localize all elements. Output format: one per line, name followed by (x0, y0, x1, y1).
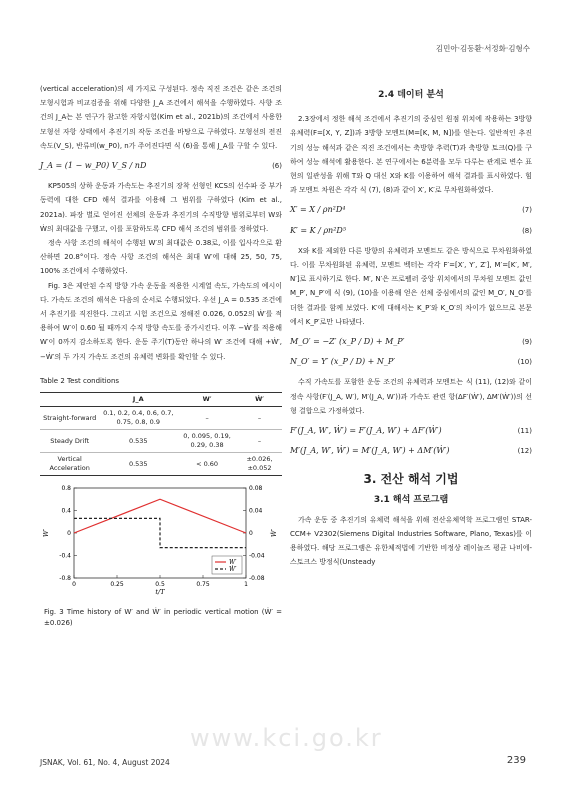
left-paragraph-2: KP505의 상하 운동과 가속도는 추진기의 장착 선형인 KCS의 선수파 중 부가동력에 대한 CFD 해석 결과를 이용해 그 범위를 구하였다 (Kim et al., 2021a). 파장 별로 얻어진 선체의 운동과 추진기의 수직방향 범위로부터 W와 Ẇ의 최대값을 구했고, 이를 포함하도록 CFD 해석 조건의 범위를 정하였다. (40, 182, 282, 233)
table-cell: < 0.60 (196, 459, 219, 468)
table-cell: ±0.026, ±0.052 (246, 455, 273, 473)
equation-7-number: (7) (522, 206, 532, 215)
table-cell: 0.535 (128, 459, 148, 468)
table-cell: 0.535 (128, 436, 148, 445)
equation-8-number: (8) (522, 226, 532, 235)
y-right-tick-label: -0.04 (249, 552, 265, 560)
equation-11 (290, 424, 532, 438)
equation-6-body: J_A = (1 − w_P0) V_S / nD (40, 161, 147, 171)
left-paragraph-3: 정속 사항 조건의 해석이 수행된 W′의 최대값은 0.38로, 이를 입사각으로 환산하면 20.8°이다. 정속 사항 조건의 해석은 최대 W′에 대해 25, 50, 75, 100% 조건에서 수행하였다. (40, 239, 282, 276)
table-row (40, 407, 282, 430)
table-cell: Steady Drift (50, 436, 90, 445)
equation-9 (290, 335, 532, 349)
figure-caption: Fig. 3 Time history of W′ and Ẇ′ in periodic vertical motion (Ẇ′ = ±0.026) (44, 608, 282, 628)
equation-12 (290, 444, 532, 458)
equation-7 (290, 203, 532, 217)
table-header-cell: J_A (132, 395, 144, 404)
page-number: 239 (506, 755, 526, 766)
y-left-tick-label: 0 (67, 530, 71, 538)
section-3-heading: 3. 전산 해석 기법 (363, 472, 459, 487)
table-cell: – (205, 413, 209, 422)
y-left-tick-label: 0.8 (61, 485, 71, 493)
y-right-tick-label: 0.08 (249, 485, 263, 493)
table-row (40, 430, 282, 453)
right-paragraph-4: 가속 운동 중 추진기의 유체력 해석을 위해 전산유체역학 프로그램인 STAR-CCM+ V2302(Siemens Digital Industries Software, Plano, Texas)를 이용하였다. 해당 프로그램은 유한체적법에 기반한 비정상 레이놀즈 평균 나비에-스토크스 방정식(Unsteady (290, 515, 532, 567)
table-caption: Table 2 Test conditions (40, 376, 120, 385)
equation-8 (290, 224, 532, 238)
y-left-tick-label: -0.8 (59, 575, 71, 583)
right-column (290, 84, 532, 570)
table-cell: Vertical Acceleration (49, 455, 90, 473)
figure-3-chart (40, 482, 282, 600)
equation-7-body: X′ = X / ρn²D⁴ (290, 205, 346, 215)
equation-6-number: (6) (272, 162, 282, 171)
table-header-cell: W′ (202, 395, 212, 404)
section-3-1-heading: 3.1 해석 프로그램 (373, 494, 449, 505)
table-cell: 0.1, 0.2, 0.4, 0.6, 0.7, 0.75, 0.8, 0.9 (103, 409, 174, 427)
x-tick-label: 0 (72, 581, 76, 589)
equation-9-number: (9) (522, 338, 532, 347)
y-right-tick-label: -0.08 (249, 575, 265, 583)
x-tick-label: 0.25 (110, 581, 124, 589)
y-left-axis-label: W′ (42, 528, 50, 538)
section-2-4-heading: 2.4 데이터 분석 (378, 90, 444, 100)
table-row (40, 453, 282, 476)
right-paragraph-2: X와 K를 제외한 다른 방향의 유체력과 모멘트도 같은 방식으로 무차원화하였다. 이를 무차원화된 유체력, 모멘트 벡터는 각각 F′=[X′, Y′, Z′], M′=[K′, M′, N′]로 표시하기로 한다. M′, N′은 프로펠러 중앙 위치에서의 무차원 모멘트 값인 M_P′, N_P′에 식 (9), (10)을 이용해 얻은 선체 중심에서의 값인 M_O′, N_O′를 더한 결과를 함께 보였다. K′에 대해서는 K_P′와 K_O′의 차이가 없으므로 본문에서 K_P′로만 나타냈다. (290, 246, 532, 326)
legend-box (212, 556, 242, 574)
equation-12-body: M′(J_A, W′, Ẇ′) = M′(J_A, W′) + ΔM′(Ẇ′) (290, 446, 450, 456)
equation-11-number: (11) (517, 427, 532, 436)
running-header-authors: 김민아·김동환·서정화·김형수 (435, 44, 530, 53)
table-header-cell: Ẇ′ (255, 395, 264, 404)
legend-label: W′ (229, 559, 237, 567)
watermark: www.kci.go.kr (190, 724, 383, 752)
y-right-axis-label: Ẇ′ (270, 528, 278, 538)
table-header-cell (40, 393, 99, 407)
journal-footer: JSNAK, Vol. 61, No. 4, August 2024 (40, 758, 170, 767)
y-left-tick-label: -0.4 (59, 552, 71, 560)
equation-6 (40, 159, 282, 173)
x-tick-label: 1 (244, 581, 248, 589)
y-right-tick-label: 0.04 (249, 507, 263, 515)
y-left-tick-label: 0.4 (61, 507, 71, 515)
table-cell: – (257, 413, 262, 422)
equation-9-body: M_O′ = −Z′ (x_P / D) + M_P′ (290, 337, 405, 347)
table-cell: 0, 0.095, 0.19, 0.29, 0.38 (183, 432, 231, 450)
equation-10 (290, 355, 532, 369)
left-paragraph-4: Fig. 3은 제안된 수직 방향 가속 운동을 적용한 시계열 속도, 가속도의 예시이다. 가속도 조건의 해석은 다음의 순서로 수행되었다. 우선 J_A = 0.535 조건에서 추진기를 직진한다. 그리고 시험 조건으로 정해진 0.026, 0.052의 Ẇ′를 적용하여 W′이 0.60 될 때까지 수직 방향 속도를 증가시킨다. 이후 −Ẇ′를 적용해 W′이 0까지 감소하도록 한다. 운동 주기(T)동안 하나의 W′ 조건에 대해 +Ẇ′, −Ẇ′의 두 가지 가속도 조건의 유체력 변화를 확인할 수 있다. (40, 281, 282, 361)
x-tick-label: 0.5 (155, 581, 165, 589)
left-column (40, 82, 282, 629)
right-paragraph-1: 2.3장에서 정한 해석 조건에서 추진기의 중심인 원점 위치에 작용하는 3방향 유체력(F=[X, Y, Z])과 3방향 모멘트(M=[K, M, N])를 얻는다. 일반적인 추진기의 성능 해석과 같은 직진 조건에서는 축방향 추력(T)과 축방향 토크(Q)를 구하여 성능 해석에 활용한다. 본 연구에서는 6분력을 모두 다루는 관계로 변수 표현의 일관성을 위해 T와 Q 대신 X와 K를 이용하여 해석 결과를 표시하였다. 힘과 모멘트 차원은 각각 식 (7), (8)과 같이 X′, K′로 무차원화하였다. (290, 115, 532, 195)
equation-8-body: K′ = K / ρn²D⁵ (290, 225, 347, 235)
x-axis-label: t/T (155, 588, 165, 597)
x-tick-label: 0.75 (196, 581, 210, 589)
equation-10-body: N_O′ = Y′ (x_P / D) + N_P′ (290, 357, 396, 367)
y-right-tick-label: 0 (249, 530, 253, 538)
table-cell: Straight-forward (43, 413, 97, 422)
equation-10-number: (10) (517, 358, 532, 367)
legend-label: Ẇ′ (229, 566, 237, 574)
equation-11-body: F′(J_A, W′, Ẇ′) = F′(J_A, W′) + ΔF′(Ẇ′) (290, 426, 442, 436)
left-paragraph-1: (vertical acceleration)의 세 가지로 구성된다. 정속 직진 조건은 같은 조건의 모형시험과 비교검증을 위해 다양한 J_A 조건에서 해석을 수행하였다. 사향 조건의 J_A는 본 연구가 참고한 자항시험(Kim et al., 2021b)의 조건에서 사용한 모형선 자항 상태에서 추진기의 작동 조건을 바탕으로 구하였다. 모형선의 전진속도(V_S), 반류비(w_P0), n가 주어진다면 식 (6)을 통해 J_A를 구할 수 있다. (40, 85, 282, 150)
test-conditions-table (40, 392, 282, 476)
equation-12-number: (12) (517, 447, 532, 456)
right-paragraph-3: 수직 가속도를 포함한 운동 조건의 유체력과 모멘트는 식 (11), (12)와 같이 정속 사항(F′(J_A, W′), M′(J_A, W′))과 가속도 관련 항(ΔF′(Ẇ′), ΔM′(Ẇ′))의 선형 결합으로 가정하였다. (290, 378, 532, 415)
table-cell: – (257, 436, 262, 445)
